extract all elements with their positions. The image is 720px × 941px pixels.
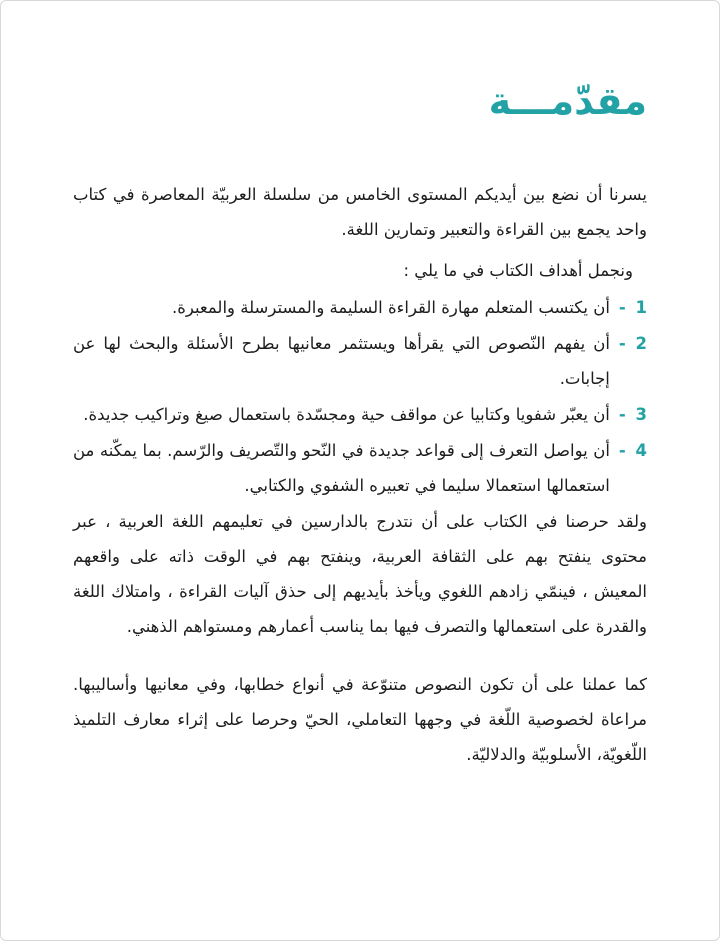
goal-text-1: أن يكتسب المتعلم مهارة القراءة السليمة والمسترسلة والمعبرة. xyxy=(171,297,610,317)
intro-content xyxy=(73,177,647,772)
goal-text-2: أن يفهم النّصوص التي يقرأها ويستثمر معانيها بطرح الأسئلة والبحث لها عن إجابات. xyxy=(73,333,610,388)
approach-paragraph: ولقد حرصنا في الكتاب على أن نتدرج بالدارسين في تعليمهم اللغة العربية ، عبر محتوى ينفتح بهم على الثقافة العربية، وينفتح بهم في الوقت ذاته على واقعهم المعيش ، فينمّي زادهم اللغوي ويأخذ بأيديهم إلى حذق آليات القراءة ، وامتلاك اللغة والقدرة على استعمالها والتصرف فيها بما يناسب أعمارهم ومستواهم الذهني. xyxy=(73,511,647,636)
goal-item-4 xyxy=(73,433,647,503)
texts-paragraph: كما عملنا على أن تكون النصوص متنوّعة في أنواع خطابها، وفي معانيها وأساليبها. مراعاة لخصوصية اللّغة في وجهها التعاملي، الحيّ وحرصا على إثراء معارف التلميذ اللّغويّة، الأسلوبيّة والدلاليّة. xyxy=(73,674,647,764)
goal-number-1 xyxy=(619,290,647,325)
goal-separator: - xyxy=(618,404,626,424)
goal-item-2 xyxy=(73,326,647,396)
goal-number-4 xyxy=(619,433,647,468)
goal-text-3: أن يعبّر شفويا وكتابيا عن مواقف حية ومجسّدة باستعمال صيغ وتراكيب جديدة. xyxy=(83,404,610,424)
goal-number-digit: 4 xyxy=(635,440,647,460)
goal-separator: - xyxy=(618,297,626,317)
page-title: مقدّمـــة xyxy=(488,79,647,123)
goal-item-3 xyxy=(73,397,647,432)
goals-intro-paragraph: ونجمل أهداف الكتاب في ما يلي : xyxy=(403,260,633,280)
goal-text-4: أن يواصل التعرف إلى قواعد جديدة في النّحو والتّصريف والرّسم. بما يمكّنه من استعمالها استعمالا سليما في تعبيره الشفوي والكتابي. xyxy=(73,440,610,495)
goal-number-digit: 1 xyxy=(635,297,647,317)
goal-number-digit: 3 xyxy=(635,404,647,424)
goal-item-1 xyxy=(73,290,647,325)
goal-separator: - xyxy=(618,440,626,460)
goal-separator: - xyxy=(618,333,626,353)
goal-number-3 xyxy=(619,397,647,432)
opening-paragraph: يسرنا أن نضع بين أيديكم المستوى الخامس من سلسلة العربيّة المعاصرة في كتاب واحد يجمع بين القراءة والتعبير وتمارين اللغة. xyxy=(73,184,647,239)
goal-number-digit: 2 xyxy=(635,333,647,353)
goal-number-2 xyxy=(619,326,647,361)
